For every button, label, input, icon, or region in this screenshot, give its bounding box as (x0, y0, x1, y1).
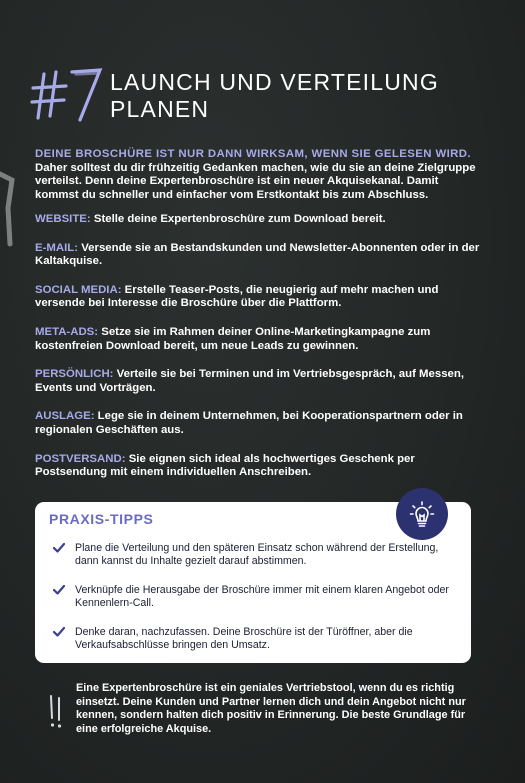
channel-meta-ads (35, 326, 485, 353)
content-area (35, 148, 485, 495)
intro-body: Daher solltest du dir frühzeitig Gedanken machen, wie du sie an deine Zielgruppe verteilst. Denn deine Expertenbroschüre ist ein neuer Akquisekanal. Damit kommst du schneller und einfacher vom Erstkontakt bis zum Abschluss. (35, 161, 476, 201)
channel-postversand (35, 453, 485, 480)
channel-label: META-ADS: (35, 325, 99, 338)
lightbulb-badge (396, 488, 448, 540)
channel-text: Verteile sie bei Terminen und im Vertriebsgespräch, auf Messen, Events und Vorträgen. (35, 368, 464, 394)
lightbulb-icon (409, 500, 435, 528)
channel-email (35, 242, 485, 269)
channel-text: Erstelle Teaser-Posts, die neugierig auf mehr machen und versende bei Interesse die Broschüre über die Plattform. (35, 283, 439, 310)
closing-paragraph: Eine Expertenbroschüre ist ein geniales Vertriebstool, wenn du es richtig einsetzt. Deine Kunden und Partner lernen dich und dein Angebot nicht nur kennen, sondern halten dich positiv in Erinnerung. Die beste Grundlage für eine erfolgreiche Akquise. (76, 682, 466, 735)
tip-item (53, 542, 458, 569)
page-title: LAUNCH UND VERTEILUNG PLANEN (110, 69, 439, 122)
chalk-number-icon (30, 62, 106, 124)
tip-text: Verknüpfe die Herausgabe der Broschüre immer mit einem klaren Angebot oder Kennenlern-Call. (75, 584, 449, 610)
channel-text: Sie eignen sich ideal als hochwertiges Geschenk per Postsendung mit einem individuellen Anschreiben. (35, 452, 415, 479)
tips-title: PRAXIS-TIPPS (49, 511, 154, 527)
channel-text: Versende sie an Bestandskunden und Newsletter-Abonnenten oder in der Kaltakquise. (35, 241, 480, 268)
checkmark-icon (53, 626, 65, 638)
chalk-stroke-icon (0, 168, 16, 248)
tip-item (53, 584, 458, 611)
channel-text: Setze sie im Rahmen deiner Online-Marketingkampagne zum kostenfreien Download bereit, um neue Leads zu gewinnen. (35, 325, 431, 352)
exclamation-marks-icon (45, 693, 67, 729)
tip-text: Denke daran, nachzufassen. Deine Broschüre ist der Türöffner, aber die Verkaufsabschlüsse bringen den Umsatz. (75, 626, 413, 652)
channel-label: POSTVERSAND: (35, 452, 126, 465)
channel-label: WEBSITE: (35, 213, 91, 225)
channel-text: Lege sie in deinem Unternehmen, bei Kooperationspartnern oder in regionalen Geschäften aus. (35, 410, 463, 436)
checkmark-icon (53, 584, 65, 596)
channel-label: AUSLAGE: (35, 410, 95, 423)
intro-paragraph (35, 148, 485, 202)
channel-label: PERSÖNLICH: (35, 368, 114, 381)
channel-persoenlich (35, 368, 485, 395)
channel-label: SOCIAL MEDIA: (35, 283, 122, 296)
intro-lead: DEINE BROSCHÜRE IST NUR DANN WIRKSAM, WENN SIE GELESEN WIRD. (35, 148, 471, 160)
tip-item (53, 626, 458, 653)
tip-text: Plane die Verteilung und den späteren Einsatz schon während der Erstellung, dann kannst du Inhalte gezielt darauf abstimmen. (75, 542, 439, 568)
channel-label: E-MAIL: (35, 241, 79, 254)
channel-text: Stelle deine Expertenbroschüre zum Download bereit. (93, 213, 386, 225)
channel-website (35, 213, 485, 227)
channel-social-media (35, 284, 485, 311)
channel-auslage (35, 410, 485, 437)
checkmark-icon (53, 542, 65, 554)
